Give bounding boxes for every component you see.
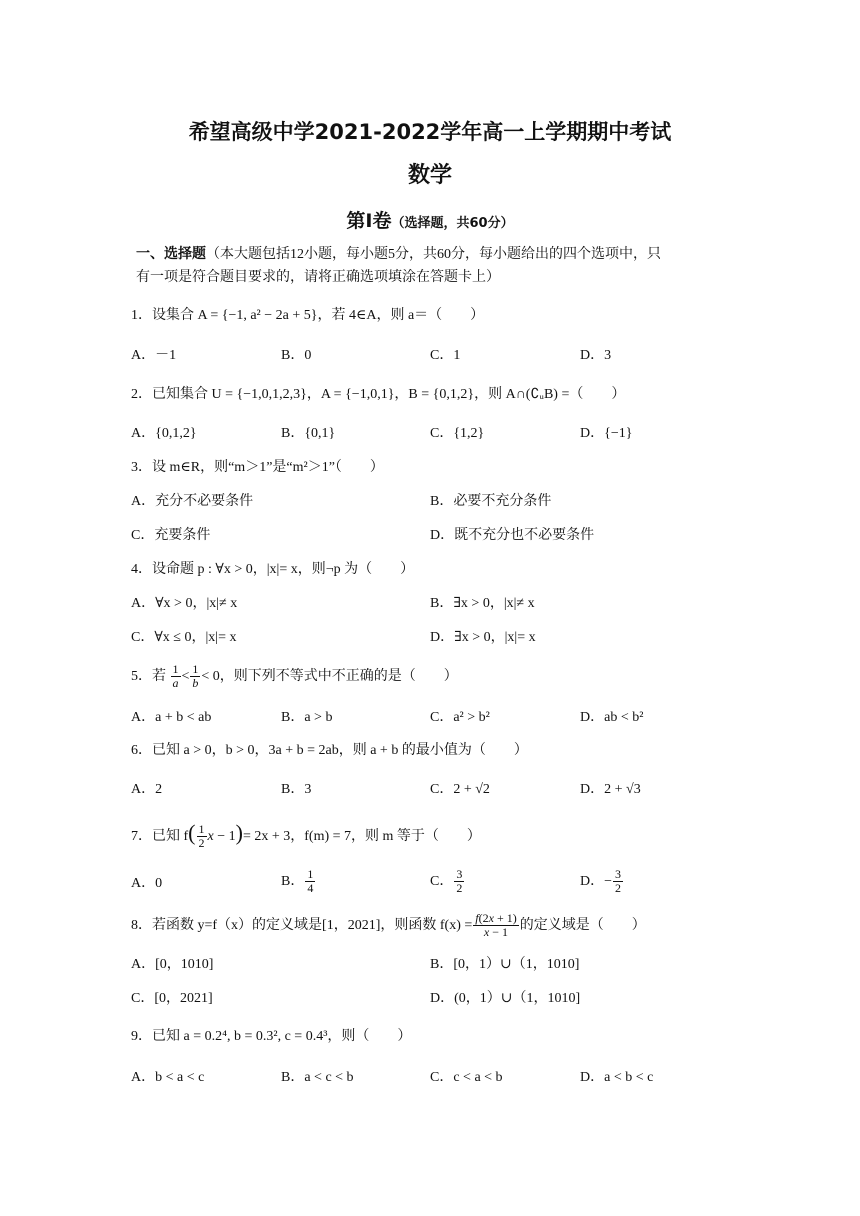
fraction-1-over-b: $\frac{1}{b}$ <box>192 662 199 691</box>
option-7d <box>580 862 624 902</box>
option-label: B． <box>281 874 305 889</box>
question-4 <box>131 560 414 580</box>
option-4b: B．∃x > 0，|x|≠ x <box>430 596 535 611</box>
subject-title: 数学 <box>407 163 452 188</box>
option-4d: D．∃x > 0，|x|= x <box>430 630 536 645</box>
option-4c: C．∀x ≤ 0，|x|= x <box>131 630 237 645</box>
question-6 <box>131 741 528 761</box>
part-note: （选择题，共60分） <box>391 216 514 231</box>
question-8 <box>131 910 646 942</box>
option-5a: A．a + b < ab <box>131 710 212 725</box>
question-9 <box>131 1027 411 1047</box>
section-instructions-1: （本大题包括12小题，每小题5分，共60分，每小题给出的四个选项中，只 <box>206 247 661 262</box>
question-7: 7．已知 f( $\frac{1}{2}$ x − 1)= 2x + 3，f(m) = 7，则 m 等于（ ） <box>131 820 481 851</box>
question-stem-pre: 若函数 y=f（x）的定义域是[1，2021]，则函数 f(x) = <box>152 918 473 933</box>
part-title <box>0 206 860 233</box>
question-1 <box>131 306 484 326</box>
question-stem-post: < 0，则下列不等式中不正确的是（ ） <box>201 669 458 684</box>
option-9c: C．c < a < b <box>430 1070 503 1085</box>
fraction-1-over-4: $\frac{1}{4}$ <box>307 867 314 896</box>
option-8a: A．[0，1010] <box>131 957 214 972</box>
option-label: C． <box>430 874 454 889</box>
option-3b: B．必要不充分条件 <box>430 494 552 509</box>
fraction-3-over-2: $\frac{3}{2}$ <box>456 867 463 896</box>
question-5: 5．若 $\frac{1}{a}$ < $\frac{1}{b}$ < 0，则下列不等式中不正确的是（ ） <box>131 662 458 691</box>
option-2a: A．{0,1,2} <box>131 426 197 441</box>
option-9d: D．a < b < c <box>580 1070 654 1085</box>
part-label: 第Ⅰ卷 <box>346 210 392 232</box>
option-2b: B．{0,1} <box>281 426 336 441</box>
option-9b: B．a < c < b <box>281 1070 354 1085</box>
option-5c: C．a² > b² <box>430 710 490 725</box>
option-1d: D．3 <box>580 348 612 363</box>
option-5d: D．ab < b² <box>580 710 644 725</box>
option-2d: D．{−1} <box>580 426 633 441</box>
question-number: 2． <box>131 387 152 402</box>
option-label: D．− <box>580 874 613 889</box>
section-instructions-2: 有一项是符合题目要求的，请将正确选项填涂在答题卡上） <box>136 270 500 285</box>
question-stem: 已知 a = 0.2⁴, b = 0.3², c = 0.4³，则（ ） <box>152 1029 412 1044</box>
option-1a: A．－1 <box>131 348 177 363</box>
option-4a: A．∀x > 0，|x|≠ x <box>131 596 238 611</box>
option-2c: C．{1,2} <box>430 426 485 441</box>
option-7c <box>430 862 465 902</box>
question-number: 8． <box>131 918 152 933</box>
question-stem: 设 m∈R，则“m＞1”是“m²＞1”（ ） <box>152 460 384 475</box>
question-stem: 已知集合 U = {−1,0,1,2,3}，A = {−1,0,1}，B = {0,1,2}，则 A∩(∁ᵤB) =（ ） <box>152 387 626 402</box>
question-3 <box>131 458 384 478</box>
option-1c: C．1 <box>430 348 461 363</box>
question-number: 6． <box>131 743 152 758</box>
question-number: 7． <box>131 829 152 844</box>
option-8b: B．[0，1）∪（1，1010] <box>430 957 580 972</box>
option-9a: A．b < a < c <box>131 1070 205 1085</box>
option-6a: A．2 <box>131 782 163 797</box>
question-number: 3． <box>131 460 152 475</box>
exam-title: 希望高级中学2021-2022学年高一上学期期中考试 <box>188 120 672 144</box>
question-stem: 已知 a > 0，b > 0，3a + b = 2ab，则 a + b 的最小值为（ ） <box>152 743 528 758</box>
option-3d: D．既不充分也不必要条件 <box>430 528 595 543</box>
fraction-1-over-a: $\frac{1}{a}$ <box>172 662 179 691</box>
question-stem-post: 的定义域是（ ） <box>519 918 646 933</box>
option-6b: B．3 <box>281 782 312 797</box>
section-label: 一、选择题 <box>136 246 206 262</box>
fraction-f-over-x: $\frac{f(2x + 1)}{x - 1}$ <box>475 911 517 940</box>
question-stem-pre: 已知 f <box>152 829 189 844</box>
question-number: 1． <box>131 308 152 323</box>
option-3a: A．充分不必要条件 <box>131 494 254 509</box>
question-number: 4． <box>131 562 152 577</box>
option-8c: C．[0，2021] <box>131 991 213 1006</box>
fraction-1-over-2: $\frac{1}{2}$ <box>198 822 205 851</box>
option-7a: A．0 <box>131 876 163 891</box>
question-stem: 设命题 p : ∀x > 0，|x|= x，则¬p 为（ ） <box>152 562 415 577</box>
question-stem-post: = 2x + 3，f(m) = 7，则 m 等于（ ） <box>242 829 481 844</box>
option-8d: D．(0，1）∪（1，1010] <box>430 991 581 1006</box>
section-heading <box>136 244 661 265</box>
option-6c: C．2 + √2 <box>430 782 490 797</box>
question-number: 5． <box>131 669 152 684</box>
option-1b: B．0 <box>281 348 312 363</box>
option-3c: C．充要条件 <box>131 528 211 543</box>
question-number: 9． <box>131 1029 152 1044</box>
question-stem-pre: 若 <box>152 669 166 684</box>
option-7b <box>281 862 316 902</box>
question-2 <box>131 385 625 405</box>
option-5b: B．a > b <box>281 710 333 725</box>
fraction-3-over-2: $\frac{3}{2}$ <box>615 867 622 896</box>
question-stem: 设集合 A = {−1, a² − 2a + 5}，若 4∈A，则 a＝（ ） <box>152 308 485 323</box>
option-6d: D．2 + √3 <box>580 782 641 797</box>
